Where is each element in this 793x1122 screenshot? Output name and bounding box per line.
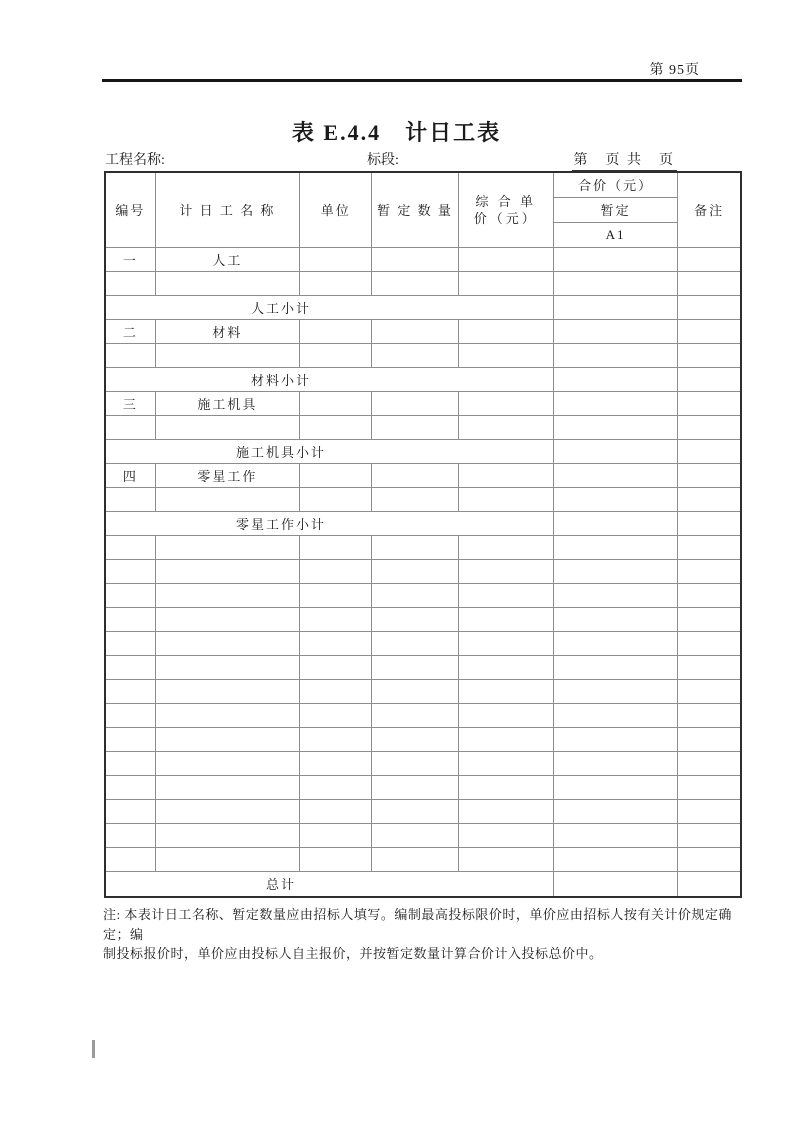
cell-empty — [105, 631, 155, 655]
cell-empty — [553, 511, 677, 535]
cell-empty — [372, 487, 458, 511]
cell-empty — [458, 679, 553, 703]
cell-empty — [300, 391, 372, 415]
table-row-empty — [105, 823, 741, 847]
table-row-category — [105, 319, 741, 343]
cell-empty — [458, 559, 553, 583]
cell-empty — [372, 751, 458, 775]
cell-empty — [155, 823, 299, 847]
cell-empty — [553, 751, 677, 775]
cell-empty — [300, 703, 372, 727]
table-row-empty — [105, 847, 741, 871]
cell-empty — [155, 559, 299, 583]
cell-subtotal-label: 人工小计 — [105, 295, 553, 319]
col-header-quantity: 暂 定 数 量 — [372, 172, 458, 247]
cell-empty — [553, 271, 677, 295]
col-header-provisional: 暂定 — [553, 197, 677, 222]
cell-empty — [155, 631, 299, 655]
cell-empty — [105, 655, 155, 679]
cell-empty — [678, 823, 741, 847]
cell-empty — [678, 799, 741, 823]
cell-empty — [458, 823, 553, 847]
table-row-empty — [105, 487, 741, 511]
table-row-empty — [105, 751, 741, 775]
cell-empty — [372, 727, 458, 751]
cell-empty — [105, 775, 155, 799]
cell-empty — [372, 631, 458, 655]
footnote — [103, 905, 747, 964]
cell-empty — [105, 799, 155, 823]
table-row-subtotal — [105, 439, 741, 463]
cell-empty — [155, 343, 299, 367]
cell-empty — [300, 607, 372, 631]
cell-empty — [458, 415, 553, 439]
cell-empty — [458, 535, 553, 559]
cell-empty — [300, 679, 372, 703]
cell-subtotal-label: 零星工作小计 — [105, 511, 553, 535]
cell-empty — [105, 343, 155, 367]
cell-empty — [458, 583, 553, 607]
col-header-unit-price — [458, 172, 553, 247]
cell-empty — [155, 799, 299, 823]
cell-empty — [155, 535, 299, 559]
cell-empty — [372, 583, 458, 607]
col-header-name: 计 日 工 名 称 — [155, 172, 299, 247]
cell-empty — [105, 607, 155, 631]
cell-empty — [105, 415, 155, 439]
daywork-table-header — [105, 172, 741, 247]
cell-category-name: 施工机具 — [155, 391, 299, 415]
cell-empty — [300, 655, 372, 679]
cell-empty — [458, 799, 553, 823]
cell-category-name: 人工 — [155, 247, 299, 271]
project-name-label: 工程名称: — [105, 153, 165, 168]
cell-empty — [372, 319, 458, 343]
table-row-empty — [105, 631, 741, 655]
table-row-category — [105, 391, 741, 415]
cell-empty — [372, 775, 458, 799]
table-row-empty — [105, 343, 741, 367]
bid-section-label: 标段: — [367, 153, 399, 168]
cell-empty — [300, 823, 372, 847]
cell-empty — [553, 295, 677, 319]
cell-empty — [372, 655, 458, 679]
daywork-table — [104, 171, 742, 898]
cell-empty — [678, 727, 741, 751]
table-row-empty — [105, 271, 741, 295]
cell-empty — [105, 559, 155, 583]
col-header-total-price: 合价（元） — [553, 172, 677, 197]
cell-empty — [155, 703, 299, 727]
cell-empty — [155, 607, 299, 631]
cell-category-name: 材料 — [155, 319, 299, 343]
cell-empty — [553, 823, 677, 847]
header-rule — [102, 79, 742, 82]
cell-empty — [105, 583, 155, 607]
cell-empty — [105, 823, 155, 847]
cell-empty — [372, 535, 458, 559]
cell-row-number: 二 — [105, 319, 155, 343]
cell-empty — [458, 751, 553, 775]
cell-empty — [300, 247, 372, 271]
cell-grand-total-label: 总计 — [105, 871, 553, 897]
cell-subtotal-label: 施工机具小计 — [105, 439, 553, 463]
table-row-category — [105, 247, 741, 271]
page-of-label: 第 页 共 页 — [572, 149, 678, 171]
cell-empty — [553, 367, 677, 391]
cell-empty — [155, 487, 299, 511]
cell-empty — [155, 583, 299, 607]
cell-empty — [105, 679, 155, 703]
table-row-subtotal — [105, 295, 741, 319]
cell-empty — [155, 847, 299, 871]
cell-empty — [458, 319, 553, 343]
cell-empty — [300, 847, 372, 871]
cell-empty — [300, 463, 372, 487]
cell-empty — [155, 415, 299, 439]
cell-empty — [300, 319, 372, 343]
cell-empty — [458, 607, 553, 631]
cell-empty — [678, 247, 741, 271]
footnote-line-2: 制投标报价时，单价应由投标人自主报价，并按暂定数量计算合价计入投标总价中。 — [103, 946, 603, 961]
table-row-total — [105, 871, 741, 897]
cell-empty — [372, 607, 458, 631]
table-row-category — [105, 463, 741, 487]
cell-empty — [372, 463, 458, 487]
cell-empty — [105, 487, 155, 511]
cell-empty — [553, 799, 677, 823]
cell-empty — [458, 775, 553, 799]
cell-empty — [678, 679, 741, 703]
table-row-empty — [105, 415, 741, 439]
footnote-line-1: 注: 本表计日工名称、暂定数量应由招标人填写。编制最高投标限价时，单价应由招标人按有关计价规定确定；编 — [103, 907, 732, 942]
cell-empty — [105, 751, 155, 775]
cell-empty — [372, 391, 458, 415]
meta-line — [0, 149, 793, 169]
cell-empty — [553, 679, 677, 703]
cell-empty — [678, 847, 741, 871]
cell-empty — [678, 655, 741, 679]
cell-empty — [372, 559, 458, 583]
cell-empty — [678, 463, 741, 487]
cell-empty — [553, 607, 677, 631]
cell-empty — [678, 871, 741, 897]
cell-empty — [553, 319, 677, 343]
table-row-empty — [105, 703, 741, 727]
table-row-empty — [105, 583, 741, 607]
cell-empty — [300, 535, 372, 559]
header-row-1 — [105, 172, 741, 197]
col-header-number: 编号 — [105, 172, 155, 247]
cell-empty — [458, 487, 553, 511]
table-row-empty — [105, 679, 741, 703]
table-row-subtotal — [105, 367, 741, 391]
cell-empty — [105, 727, 155, 751]
cell-empty — [678, 415, 741, 439]
cell-empty — [553, 487, 677, 511]
cell-empty — [678, 367, 741, 391]
table-row-empty — [105, 775, 741, 799]
cell-subtotal-label: 材料小计 — [105, 367, 553, 391]
cell-empty — [553, 583, 677, 607]
table-row-empty — [105, 799, 741, 823]
cell-empty — [155, 727, 299, 751]
col-header-code: A1 — [553, 222, 677, 247]
cell-empty — [553, 439, 677, 463]
cell-empty — [553, 871, 677, 897]
cell-empty — [678, 535, 741, 559]
cell-empty — [372, 343, 458, 367]
cell-empty — [372, 703, 458, 727]
page-number: 第 95页 — [649, 63, 700, 78]
daywork-table-body — [105, 247, 741, 897]
cell-empty — [678, 271, 741, 295]
cell-empty — [553, 631, 677, 655]
cell-empty — [678, 703, 741, 727]
cell-empty — [678, 775, 741, 799]
cell-empty — [678, 607, 741, 631]
cell-empty — [678, 391, 741, 415]
cell-empty — [678, 343, 741, 367]
form-title: 表 E.4.4 计日工表 — [291, 120, 502, 145]
cell-empty — [553, 343, 677, 367]
cell-empty — [372, 247, 458, 271]
cell-empty — [300, 751, 372, 775]
table-row-empty — [105, 559, 741, 583]
table-row-empty — [105, 607, 741, 631]
table-row-empty — [105, 535, 741, 559]
cell-empty — [458, 271, 553, 295]
cell-empty — [155, 271, 299, 295]
cell-empty — [553, 391, 677, 415]
page-of-wrap — [105, 149, 677, 171]
cell-empty — [553, 535, 677, 559]
cell-empty — [458, 847, 553, 871]
cell-empty — [372, 415, 458, 439]
cell-empty — [300, 631, 372, 655]
cell-empty — [553, 415, 677, 439]
cell-empty — [300, 583, 372, 607]
cell-empty — [372, 271, 458, 295]
table-row-subtotal — [105, 511, 741, 535]
cell-empty — [458, 631, 553, 655]
cell-empty — [300, 775, 372, 799]
col-header-unit: 单位 — [300, 172, 372, 247]
cell-row-number: 三 — [105, 391, 155, 415]
cell-empty — [678, 511, 741, 535]
cell-empty — [678, 583, 741, 607]
cell-empty — [372, 847, 458, 871]
cell-empty — [458, 655, 553, 679]
cell-empty — [553, 559, 677, 583]
cell-empty — [458, 703, 553, 727]
cell-empty — [553, 247, 677, 271]
cursor-mark — [92, 1040, 95, 1058]
cell-category-name: 零星工作 — [155, 463, 299, 487]
cell-empty — [372, 679, 458, 703]
cell-empty — [105, 271, 155, 295]
cell-empty — [372, 799, 458, 823]
cell-empty — [678, 559, 741, 583]
col-header-remarks: 备注 — [678, 172, 741, 247]
cell-empty — [105, 703, 155, 727]
cell-row-number: 四 — [105, 463, 155, 487]
cell-empty — [300, 415, 372, 439]
cell-empty — [678, 439, 741, 463]
cell-empty — [300, 487, 372, 511]
cell-row-number: 一 — [105, 247, 155, 271]
cell-empty — [458, 247, 553, 271]
cell-empty — [458, 343, 553, 367]
cell-empty — [678, 631, 741, 655]
cell-empty — [300, 799, 372, 823]
cell-empty — [553, 463, 677, 487]
table-row-empty — [105, 727, 741, 751]
cell-empty — [300, 343, 372, 367]
unit-price-line1: 综 合 单 — [475, 193, 536, 209]
cell-empty — [300, 271, 372, 295]
cell-empty — [155, 655, 299, 679]
cell-empty — [553, 847, 677, 871]
cell-empty — [300, 559, 372, 583]
cell-empty — [678, 751, 741, 775]
unit-price-line2: 价（元） — [473, 210, 538, 226]
cell-empty — [155, 679, 299, 703]
cell-empty — [458, 727, 553, 751]
cell-empty — [553, 775, 677, 799]
cell-empty — [678, 319, 741, 343]
cell-empty — [553, 703, 677, 727]
cell-empty — [105, 847, 155, 871]
cell-empty — [553, 655, 677, 679]
cell-empty — [155, 751, 299, 775]
cell-empty — [678, 295, 741, 319]
cell-empty — [458, 463, 553, 487]
table-row-empty — [105, 655, 741, 679]
cell-empty — [300, 727, 372, 751]
cell-empty — [155, 775, 299, 799]
cell-empty — [372, 823, 458, 847]
cell-empty — [553, 727, 677, 751]
cell-empty — [678, 487, 741, 511]
cell-empty — [105, 535, 155, 559]
cell-empty — [458, 391, 553, 415]
